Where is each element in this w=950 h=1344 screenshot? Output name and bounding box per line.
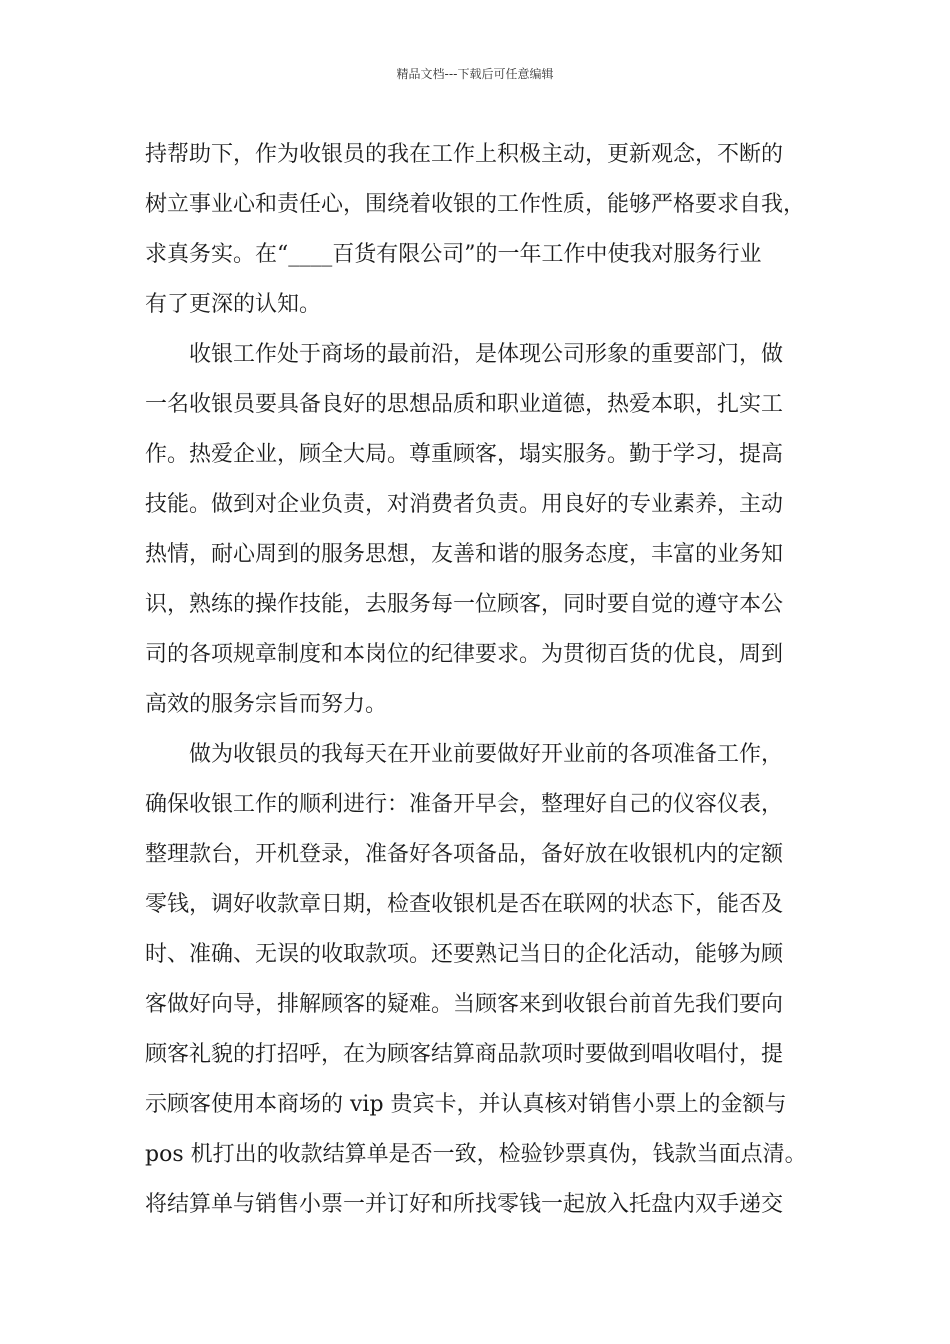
text-line: 确保收银工作的顺利进行：准备开早会，整理好自己的仪容仪表， — [145, 792, 784, 817]
text-line: 求真务实。在“____百货有限公司”的一年工作中使我对服务行业 — [145, 242, 762, 267]
text-line: pos 机打出的收款结算单是否一致，检验钞票真伪，钱款当面点清。 — [145, 1142, 807, 1167]
document-body — [145, 130, 811, 1230]
text-line: 整理款台，开机登录，准备好各项备品，备好放在收银机内的定额 — [145, 842, 784, 867]
text-line: 收银工作处于商场的最前沿，是体现公司形象的重要部门，做 — [189, 342, 784, 367]
text-line: 顾客礼貌的打招呼，在为顾客结算商品款项时要做到唱收唱付，提 — [145, 1042, 784, 1067]
text-line: 将结算单与销售小票一并订好和所找零钱一起放入托盘内双手递交 — [145, 1192, 784, 1217]
text-line: 客做好向导，排解顾客的疑难。当顾客来到收银台前首先我们要向 — [145, 992, 784, 1017]
text-line: 一名收银员要具备良好的思想品质和职业道德，热爱本职，扎实工 — [145, 392, 784, 417]
text-line: 持帮助下，作为收银员的我在工作上积极主动，更新观念，不断的 — [145, 142, 784, 167]
text-line: 零钱，调好收款章日期，检查收银机是否在联网的状态下，能否及 — [145, 892, 784, 917]
text-line: 示顾客使用本商场的 vip 贵宾卡，并认真核对销售小票上的金额与 — [145, 1092, 787, 1117]
text-line: 热情，耐心周到的服务思想，友善和谐的服务态度，丰富的业务知 — [145, 542, 784, 567]
text-line: 高效的服务宗旨而努力。 — [145, 692, 388, 717]
text-line: 司的各项规章制度和本岗位的纪律要求。为贯彻百货的优良，周到 — [145, 642, 784, 667]
text-line: 做为收银员的我每天在开业前要做好开业前的各项准备工作， — [189, 742, 784, 767]
text-line: 树立事业心和责任心，围绕着收银的工作性质，能够严格要求自我， — [145, 192, 806, 217]
text-line: 时、准确、无误的收取款项。还要熟记当日的企化活动，能够为顾 — [145, 942, 784, 967]
page-header: 精品文档---下载后可任意编辑 — [396, 67, 554, 81]
text-line: 识，熟练的操作技能，去服务每一位顾客，同时要自觉的遵守本公 — [145, 592, 784, 617]
text-line: 技能。做到对企业负责，对消费者负责。用良好的专业素养，主动 — [145, 492, 784, 517]
text-line: 有了更深的认知。 — [145, 292, 322, 317]
text-line: 作。热爱企业，顾全大局。尊重顾客，塌实服务。勤于学习，提高 — [145, 442, 784, 467]
